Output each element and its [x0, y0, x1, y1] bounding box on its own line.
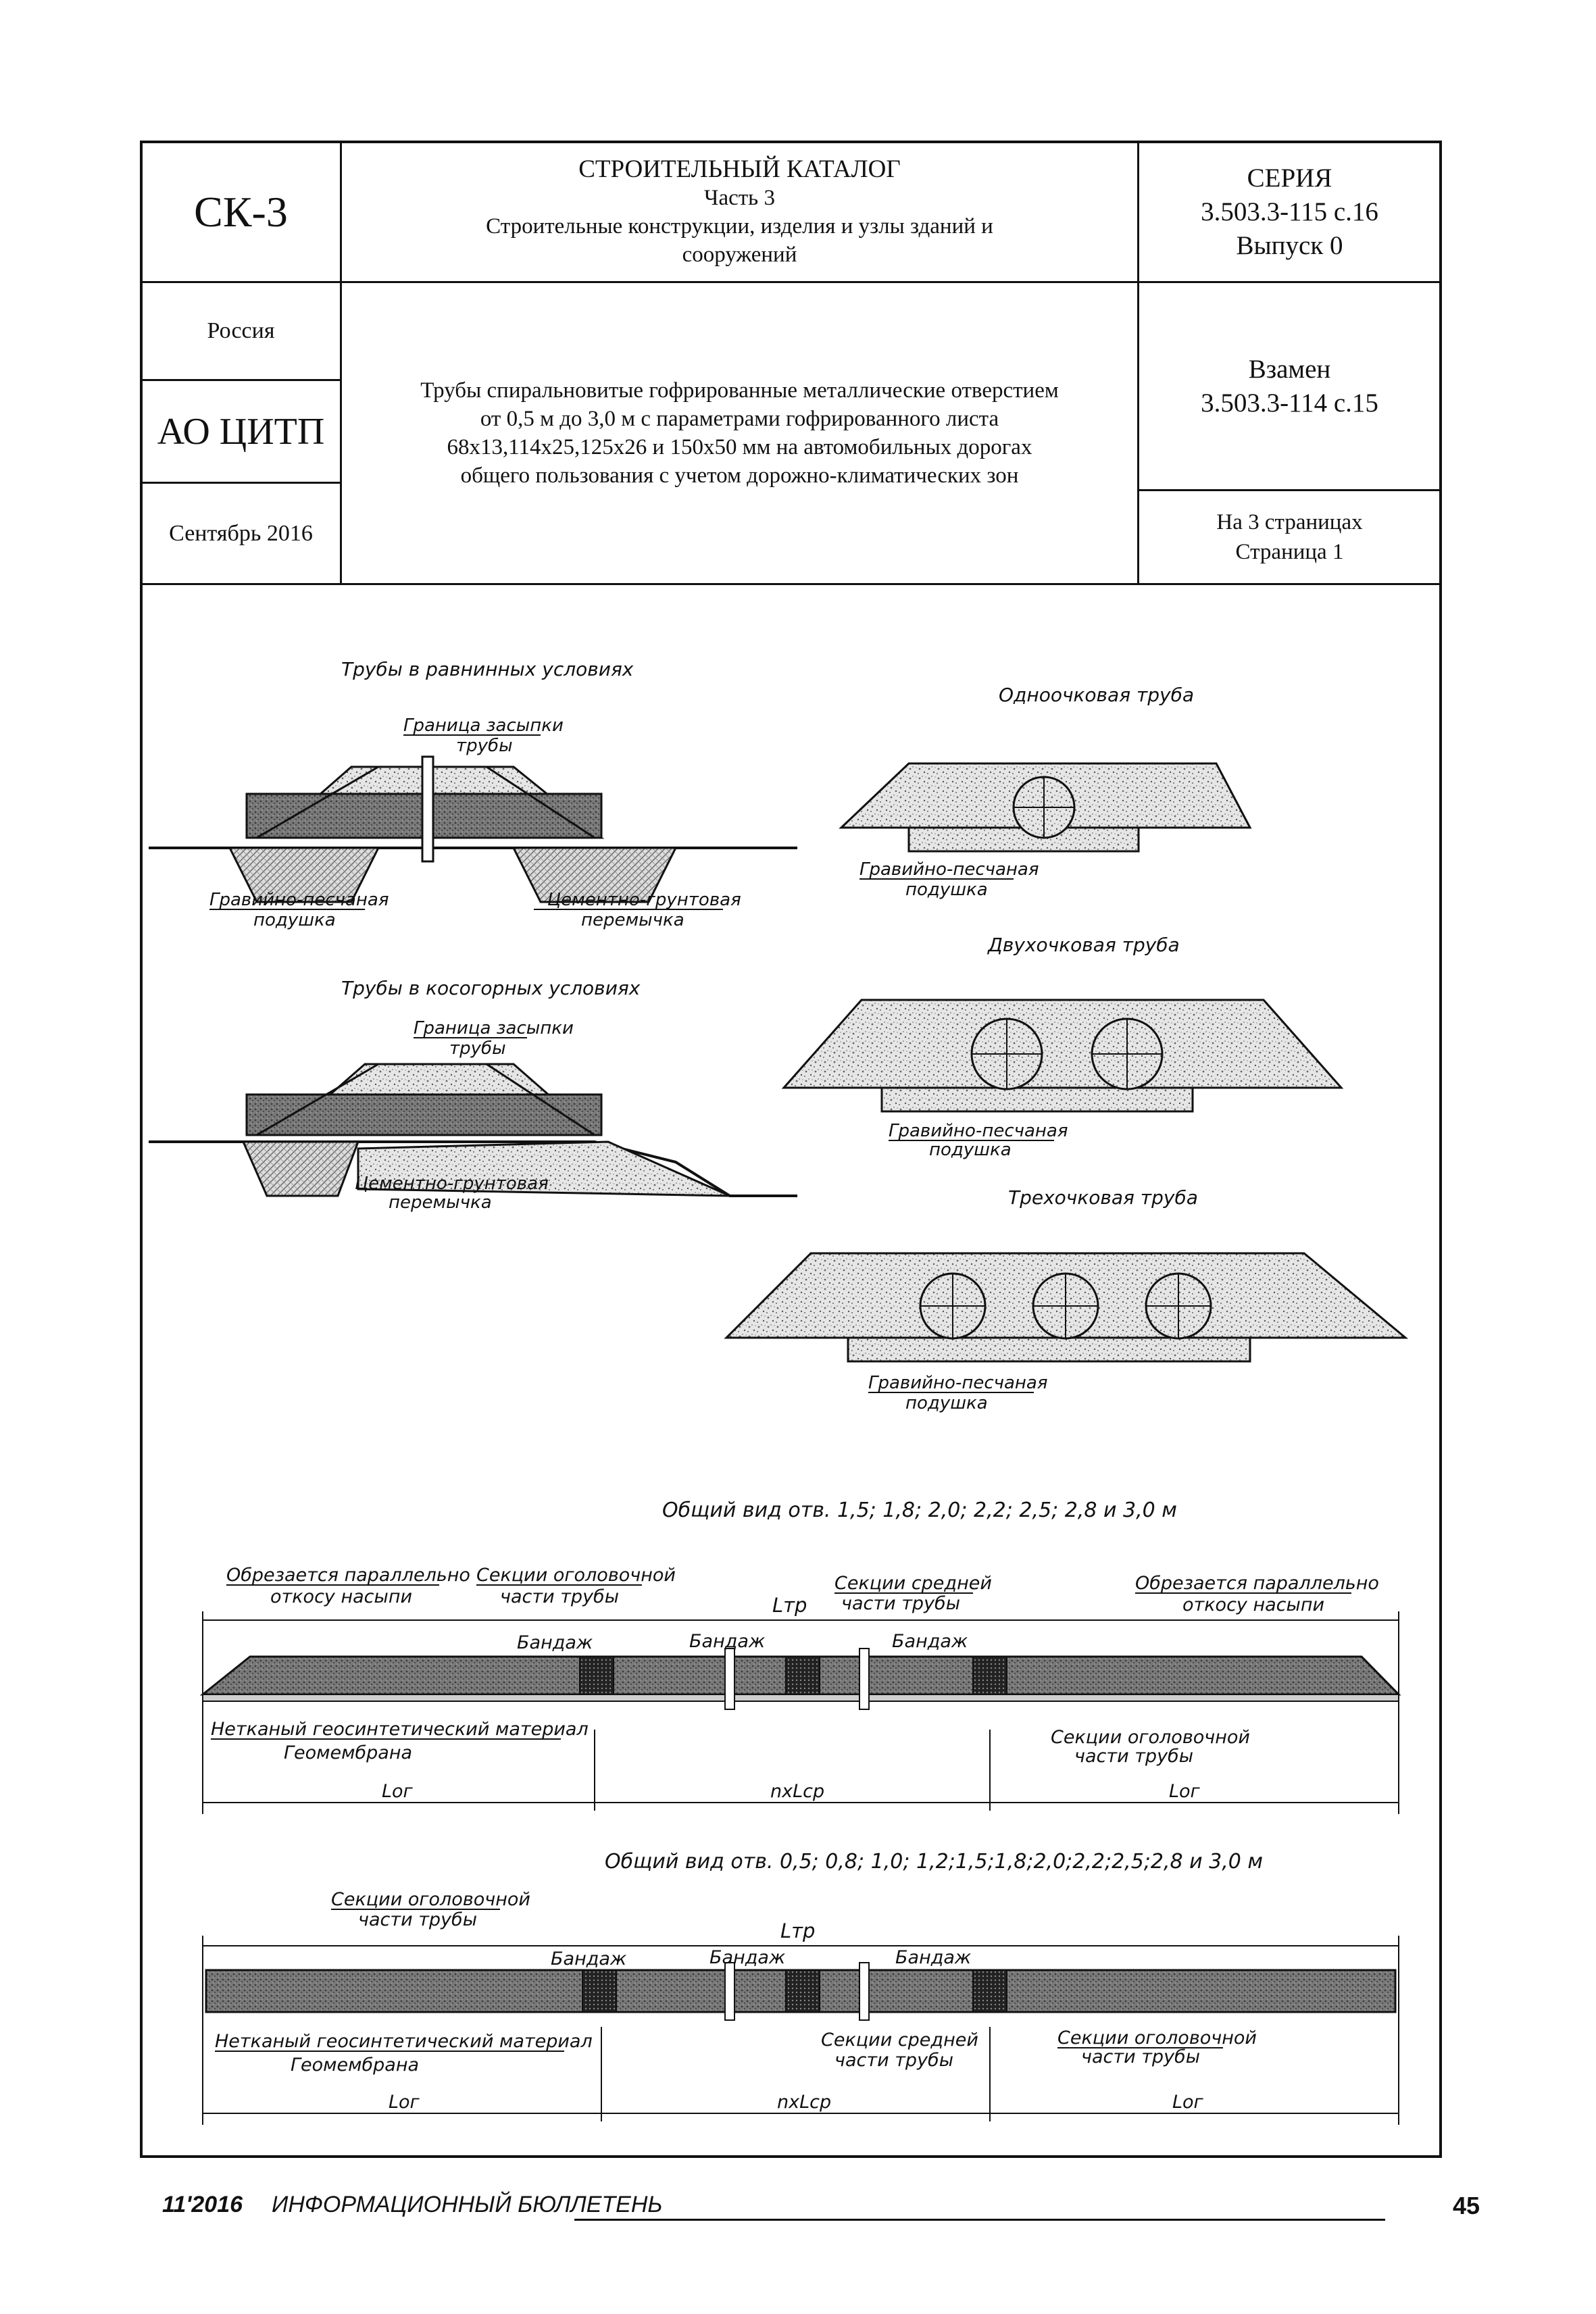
series-cell: [1137, 141, 1442, 283]
cushion: [882, 1088, 1193, 1111]
general-view-2: [203, 1889, 1399, 2125]
org-cell: [140, 379, 342, 484]
head-section-label-r: Секции оголовочной: [1051, 1727, 1250, 1748]
ltr-label: Lтр: [780, 1919, 816, 1942]
slope-cement-label: Цементно-грунтовая: [355, 1174, 549, 1194]
flat-gravel-label-2: подушка: [253, 910, 336, 930]
pages-total: На 3 страницах: [1216, 510, 1363, 534]
log-label: Lог: [389, 2092, 420, 2113]
mid-section-label: Секции средней: [821, 2030, 978, 2051]
view1-title: Общий вид отв. 1,5; 1,8; 2,0; 2,2; 2,5; 2,8 и 3,0 м: [662, 1499, 1177, 1522]
double-gravel-label-2: подушка: [929, 1140, 1012, 1160]
country-cell: [140, 281, 342, 381]
pipe-break: [725, 1649, 734, 1709]
catalog-cell: [340, 141, 1139, 283]
nlcp-label: nхLср: [770, 1781, 825, 1802]
cut-label-right-2: откосу насыпи: [1182, 1594, 1325, 1615]
head-section-label-r: Секции оголовочной: [1057, 2028, 1257, 2048]
head-section-label: Секции оголовочной: [476, 1565, 676, 1586]
drawings-area: [140, 581, 1442, 2158]
slope-conditions-section: [149, 1018, 797, 1213]
double-gravel-label: Гравийно-песчаная: [889, 1121, 1068, 1141]
single-gravel-label-2: подушка: [905, 880, 988, 900]
log-label: Lог: [382, 1781, 413, 1802]
slope-backfill-label-2: трубы: [449, 1038, 506, 1059]
nlcp-label: nхLср: [777, 2092, 832, 2113]
head-section-label: Секции оголовочной: [331, 1889, 530, 1910]
double-pipe-title: Двухочковая труба: [988, 934, 1180, 956]
country: Россия: [207, 318, 275, 343]
trench: [243, 1142, 358, 1196]
bandage: [582, 1970, 616, 2012]
bandage: [786, 1657, 820, 1694]
flat-conditions-section: [149, 715, 797, 930]
footer-page-number: 45: [1452, 2192, 1480, 2219]
footer-bulletin-title: ИНФОРМАЦИОННЫЙ БЮЛЛЕТЕНЬ: [272, 2192, 663, 2217]
single-pipe-section: [841, 763, 1250, 900]
series-number: 3.503.3-115 с.16: [1201, 197, 1378, 226]
code-cell: [140, 141, 342, 283]
flat-backfill-label-2: трубы: [456, 736, 513, 756]
series-issue: Выпуск 0: [1236, 230, 1343, 260]
bandage-label: Бандаж: [517, 1632, 593, 1653]
head-section-label-r-2: части трубы: [1081, 2046, 1201, 2067]
triple-gravel-label-2: подушка: [905, 1393, 988, 1413]
doc-title-line: общего пользования с учетом дорожно-климатических зон: [460, 463, 1019, 488]
cut-label-right: Обрезается параллельно: [1135, 1573, 1379, 1594]
doc-title-line: Трубы спиральновитые гофрированные металлические отверстием: [420, 378, 1059, 403]
geotextile-label: Нетканый геосинтетический материал: [211, 1719, 589, 1740]
cushion: [848, 1338, 1250, 1361]
bulletin-footer: [162, 2184, 1480, 2231]
replaces-cell: [1137, 281, 1442, 491]
replaces-number: 3.503.3-114 с.15: [1201, 388, 1378, 418]
page-current: Страница 1: [1235, 540, 1344, 564]
catalog-part-desc-2: сооружений: [682, 242, 797, 267]
head-section-label-2: части трубы: [500, 1586, 620, 1607]
view2-title: Общий вид отв. 0,5; 0,8; 1,0; 1,2;1,5;1,8;2,0;2,2;2,5;2,8 и 3,0 м: [605, 1850, 1264, 1873]
catalog-code: СК-3: [194, 187, 288, 236]
organization: АО ЦИТП: [157, 410, 325, 453]
flat-title: Трубы в равнинных условиях: [341, 658, 634, 680]
cut-label-left: Обрезается параллельно: [226, 1565, 470, 1586]
triple-gravel-label: Гравийно-песчаная: [868, 1373, 1048, 1393]
mid-section-label-2: части трубы: [834, 2050, 954, 2071]
flat-gravel-label: Гравийно-песчаная: [209, 890, 389, 910]
bandage: [580, 1657, 614, 1694]
flat-cement-label: Цементно-грунтовая: [547, 890, 741, 910]
catalog-part-desc: Строительные конструкции, изделия и узлы зданий и: [486, 213, 993, 238]
bandage-label: Бандаж: [709, 1947, 786, 1968]
bandage-label: Бандаж: [892, 1631, 968, 1652]
pipe-break: [422, 757, 433, 861]
date-cell: [140, 482, 342, 585]
general-view-1: [203, 1565, 1399, 1814]
flat-backfill-label: Граница засыпки: [403, 715, 564, 736]
footer-rule: [574, 2219, 1385, 2221]
double-pipe-section: [784, 1000, 1341, 1160]
bandage: [973, 1970, 1007, 2012]
geomembrane-label: Геомембрана: [284, 1742, 413, 1763]
pipe-body: [247, 1095, 601, 1135]
issue-date: Сентябрь 2016: [169, 520, 313, 546]
single-pipe-title: Одноочковая труба: [999, 684, 1195, 706]
geomembrane-label: Геомембрана: [291, 2055, 420, 2076]
bandage: [786, 1970, 820, 2012]
slope-cement-label-2: перемычка: [389, 1192, 492, 1213]
pipe-break: [725, 1963, 734, 2020]
single-gravel-label: Гравийно-песчаная: [859, 859, 1039, 880]
geotextile-label: Нетканый геосинтетический материал: [215, 2031, 593, 2052]
pipe-break: [859, 1649, 869, 1709]
catalog-part: Часть 3: [704, 185, 775, 210]
flat-cement-label-2: перемычка: [581, 910, 684, 930]
doc-title-cell: [340, 281, 1139, 585]
mid-section-label-2: части трубы: [841, 1593, 961, 1614]
slope-title: Трубы в косогорных условиях: [341, 977, 641, 999]
log-label: Lог: [1169, 1781, 1200, 1802]
pipe-break: [859, 1963, 869, 2020]
head-section-label-2: части трубы: [358, 1909, 478, 1930]
pipe-underside: [203, 1694, 1399, 1701]
cut-label-left-2: откосу насыпи: [270, 1586, 413, 1607]
series-label: СЕРИЯ: [1247, 163, 1332, 193]
pages-cell: [1137, 489, 1442, 585]
bandage-label: Бандаж: [551, 1948, 627, 1969]
triple-pipe-title: Трехочковая труба: [1008, 1186, 1198, 1209]
replaces-label: Взамен: [1248, 354, 1331, 384]
slope-backfill-label: Граница засыпки: [414, 1018, 574, 1038]
doc-title-line: от 0,5 м до 3,0 м с параметрами гофрированного листа: [480, 407, 999, 431]
bandage: [973, 1657, 1007, 1694]
log-label: Lог: [1172, 2092, 1203, 2113]
footer-issue: 11'2016: [162, 2192, 243, 2217]
bandage-label: Бандаж: [895, 1947, 972, 1968]
bandage-label: Бандаж: [689, 1631, 766, 1652]
head-section-label-r-2: части трубы: [1074, 1746, 1194, 1767]
triple-pipe-section: [726, 1253, 1405, 1413]
ltr-label: Lтр: [772, 1594, 807, 1617]
mid-section-label: Секции средней: [834, 1573, 992, 1594]
doc-title-line: 68х13,114х25,125х26 и 150х50 мм на автомобильных дорогах: [447, 435, 1032, 459]
embankment: [784, 1000, 1341, 1088]
catalog-title: СТРОИТЕЛЬНЫЙ КАТАЛОГ: [578, 155, 901, 183]
